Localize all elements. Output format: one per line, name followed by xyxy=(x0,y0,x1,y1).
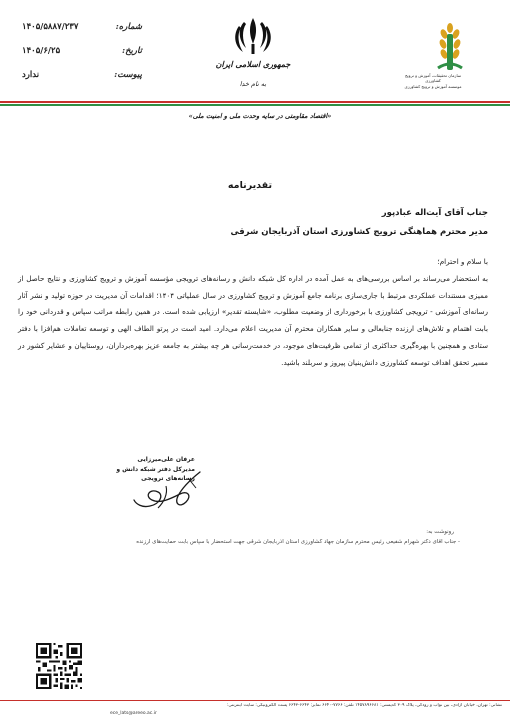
signer-title: مدیرکل دفتر شبکه دانش و رسانه‌های ترویجی xyxy=(116,465,195,483)
letter-body xyxy=(18,254,488,372)
org-line-1: سازمان تحقیقات، آموزش و ترویج کشاورزی xyxy=(404,73,462,84)
signer-name: عرفان علی‌میرزایی xyxy=(137,456,195,463)
addressee xyxy=(28,208,488,246)
letterhead xyxy=(0,0,510,100)
cc-heading: رونوشت به: xyxy=(426,529,454,535)
footer-rule xyxy=(0,700,510,701)
attachment-value: ندارد xyxy=(22,70,40,80)
letter-title: تقدیرنامه xyxy=(227,180,273,191)
republic-title: جمهوری اسلامی ایران xyxy=(215,59,291,69)
slogan: «اقتصاد مقاومتی در سایه وحدت ملی و امنیت ملی» xyxy=(188,112,332,120)
qr-code-icon xyxy=(36,643,82,689)
addressee-name: جناب آقای آیت‌اله عبادپور xyxy=(381,208,488,218)
cc-recipient: - جناب آقای دکتر شهرام شفیعی رئیس محترم سازمان جهاد کشاورزی استان آذربایجان شرقی جهت استحضار با سپاس بابت حمایت‌های ارزنده xyxy=(136,539,460,545)
attachment-row xyxy=(22,70,142,94)
body-paragraph: به استحضار می‌رساند بر اساس بررسی‌های به عمل آمده در اداره کل شبکه دانش و رسانه‌های ترویجی مؤسسه آموزش و ترویج کشاورزی و نتایج حاصل از ممیزی مستندات عملکردی مرتبط با جاری‌سازی برنامه جامع آموزش و ترویج کشاورزی در سال عملیاتی ۱۴۰۴؛ اقدامات آن مدیریت در حوزه تولید و نشر آثار رسانه‌ای آموزشی - ترویجی کشاورزی با برخورداری از وضعیت مطلوب، «شایسته تقدیر» ارزیابی شده است. در همین رابطه مراتب سپاس و قدردانی خود را بابت اهتمام و تلاش‌های ارزنده جنابعالی و سایر همکاران محترم آن مدیریت اعلام می‌دارد. امید است در پرتو الطاف الهی و توسعه تعاملات هم‌افزا با دفتر ستادی و همچنین با بهره‌گیری حداکثری از تمامی ظرفیت‌های موجود، در خدمت‌رسانی هر چه بیشتر به جامعه عزیز بهره‌برداران، روستاییان و عشایر کشور در مسیر تحقق اهداف توسعه کشاورزی دانش‌بنیان پیروز و سربلند باشید. xyxy=(18,273,488,367)
number-value: ۱۴۰۵/۵۸۸۷/۲۳۷ xyxy=(22,22,79,32)
date-row xyxy=(22,46,142,70)
number-row xyxy=(22,22,142,46)
footer-address: نشانی: تهران، خیابان آزادی، بین نواب و رودکی، پلاک ۳۰۹ کدپستی: ۱۴۵۷۸۹۶۶۸۱ تلفن: ۷۷۶۶-۶۶۴۰ نمابر: ۶۶۴۳-۶۶۴۳ پست الکترونیکی: سایت اینترنتی: xyxy=(226,703,502,708)
org-line-2: موسسه آموزش و ترویج کشاورزی xyxy=(404,83,462,89)
addressee-position: مدیر محترم هماهنگی ترویج کشاورزی استان آذربایجان شرقی xyxy=(230,227,488,237)
header-red-rule xyxy=(0,101,510,103)
attachment-label: پیوست: xyxy=(114,70,142,80)
iran-emblem-icon xyxy=(230,14,276,58)
number-label: شماره: xyxy=(115,22,142,32)
organization-name xyxy=(398,73,468,89)
header-green-rule xyxy=(0,104,510,106)
letter-meta xyxy=(22,22,142,94)
footer-email: ece_lats@areeo.ac.ir xyxy=(110,711,157,716)
bismillah: به نام خدا xyxy=(239,80,267,88)
organization-logo-icon xyxy=(434,22,466,74)
date-label: تاریخ: xyxy=(121,46,142,56)
greeting: با سلام و احترام؛ xyxy=(437,257,488,266)
date-value: ۱۴۰۵/۶/۲۵ xyxy=(22,46,61,56)
handwritten-signature xyxy=(130,466,210,514)
